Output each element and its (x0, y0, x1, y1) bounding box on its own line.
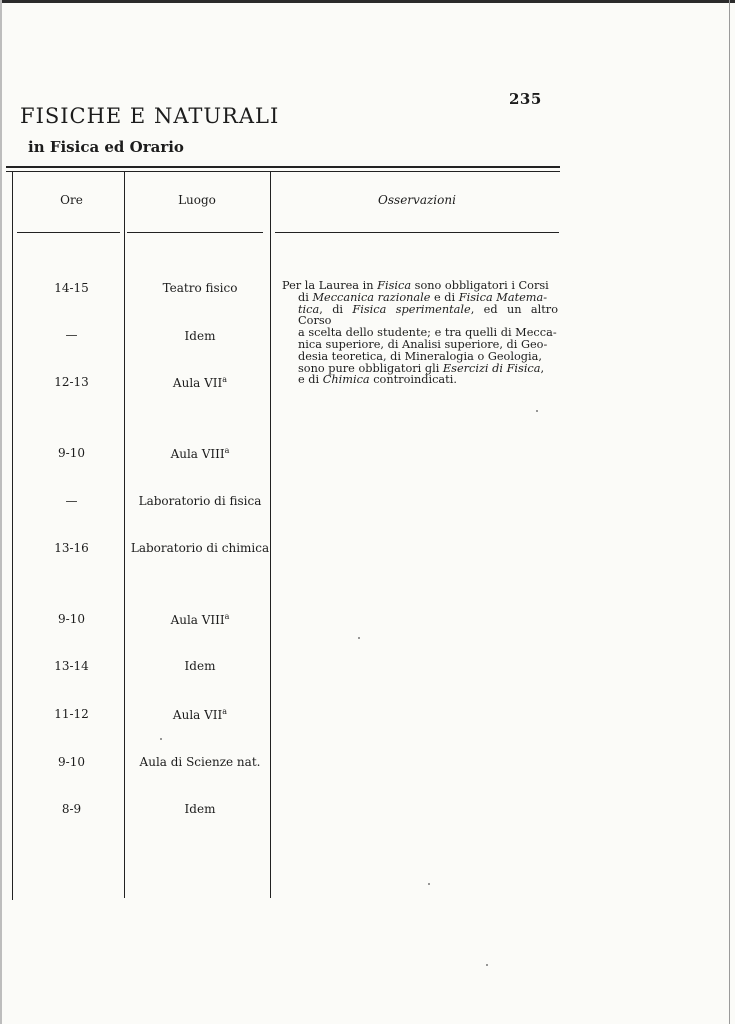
page-subtitle: in Fisica ed Orario (28, 138, 184, 156)
row-luogo: Aula VII$^a$ (172, 375, 228, 390)
row-ore: 8-9 (61, 802, 82, 816)
header-rule-left (17, 232, 120, 233)
row-luogo: Aula VIII$^a$ (170, 612, 230, 627)
scan-speck (486, 964, 488, 966)
scan-speck (160, 738, 162, 740)
row-luogo: Idem (184, 659, 216, 673)
page-title: FISICHE E NATURALI (20, 104, 280, 128)
page-number: 235 (509, 90, 542, 108)
row-ore: 13-16 (54, 541, 89, 555)
scan-speck (358, 637, 360, 639)
header-rule-right (275, 232, 559, 233)
row-ore: — (65, 328, 78, 342)
top-rule-thin (6, 171, 560, 172)
row-ore: 11-12 (54, 707, 89, 721)
row-luogo: Laboratorio di chimica (130, 541, 270, 555)
scan-speck (428, 883, 430, 885)
scan-speck (536, 410, 538, 412)
column-divider-left (12, 172, 13, 900)
top-rule-thick (6, 166, 560, 168)
header-osservazioni: Osservazioni (378, 193, 456, 207)
row-ore: 9-10 (58, 755, 85, 769)
row-ore: 12-13 (54, 375, 89, 389)
header-rule-mid (127, 232, 263, 233)
row-ore: 13-14 (54, 659, 89, 673)
header-luogo: Luogo (178, 193, 216, 207)
row-luogo: Laboratorio di fisica (138, 494, 262, 508)
row-ore: — (65, 494, 78, 508)
page-left-edge (0, 0, 2, 1024)
osservazioni-note: Per la Laurea in Fisica sono obbligatori i Corsi di Meccanica razionale e di Fisica Matema- tica, di Fisica sperimentale, ed un altro Corso a scelta dello studente; e tra quelli di Mecca- nica superiore, di Analisi superiore, di Geo- desia teoretica, di Mineralogia o Geologia, sono pure obbligatori gli Esercizi di Fisica, e di Chimica controindicati. (282, 279, 558, 387)
row-luogo: Idem (184, 802, 216, 816)
page-right-edge (729, 0, 730, 1024)
row-ore: 9-10 (58, 446, 85, 460)
header-ore: Ore (60, 193, 83, 207)
row-luogo: Idem (184, 329, 216, 343)
row-ore: 9-10 (58, 612, 85, 626)
row-luogo: Aula VII$^a$ (172, 707, 228, 722)
row-ore: 14-15 (54, 281, 89, 295)
page-top-edge (0, 0, 735, 3)
row-luogo: Teatro fisico (162, 281, 238, 295)
row-luogo: Aula VIII$^a$ (170, 446, 230, 461)
row-luogo: Aula di Scienze nat. (139, 755, 261, 769)
